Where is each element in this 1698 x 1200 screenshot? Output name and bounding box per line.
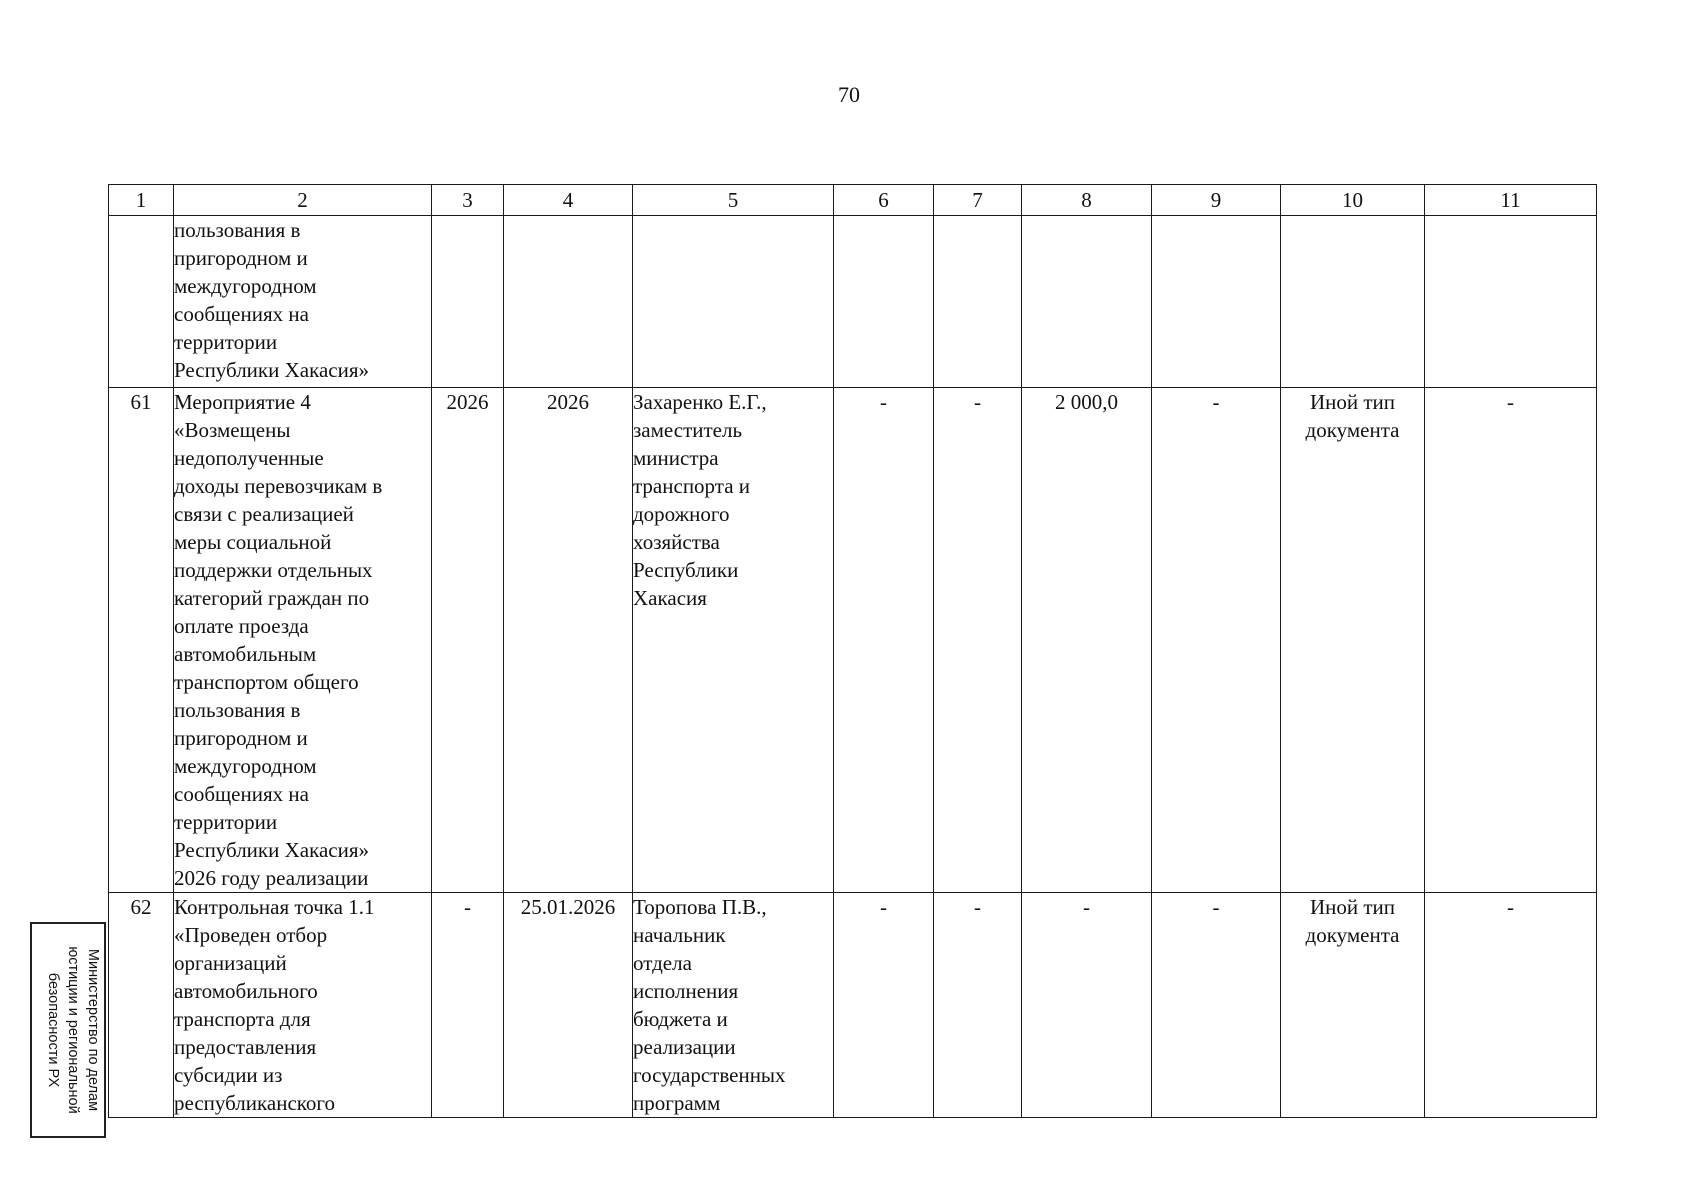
start-year-cell: 2026: [432, 388, 504, 893]
start-year-cell: -: [432, 893, 504, 1118]
registration-stamp: [30, 922, 106, 1138]
column-header-11: 11: [1425, 185, 1597, 216]
column-header-5: 5: [633, 185, 834, 216]
col11-cell: -: [1425, 388, 1597, 893]
table-row: [109, 893, 1597, 1118]
col7-cell: -: [934, 388, 1022, 893]
end-date-cell: 2026: [504, 388, 633, 893]
column-header-3: 3: [432, 185, 504, 216]
col8-cell: [1022, 216, 1152, 388]
row-number: [109, 216, 174, 388]
col7-cell: -: [934, 893, 1022, 1118]
start-year-cell: [432, 216, 504, 388]
col11-cell: -: [1425, 893, 1597, 1118]
col6-cell: -: [834, 893, 934, 1118]
responsible-cell: Захаренко Е.Г., заместитель министра транспорта и дорожного хозяйства Республики Хакасия: [633, 388, 834, 893]
col8-cell: 2 000,0: [1022, 388, 1152, 893]
column-header-1: 1: [109, 185, 174, 216]
col9-cell: -: [1152, 388, 1281, 893]
col8-cell: -: [1022, 893, 1152, 1118]
col9-cell: [1152, 216, 1281, 388]
document-type-cell: Иной тип документа: [1281, 893, 1425, 1118]
column-header-7: 7: [934, 185, 1022, 216]
end-date-cell: [504, 216, 633, 388]
col6-cell: -: [834, 388, 934, 893]
header-row: [109, 185, 1597, 216]
end-date-cell: 25.01.2026: [504, 893, 633, 1118]
row-number: 62: [109, 893, 174, 1118]
responsible-cell: Торопова П.В., начальник отдела исполнения бюджета и реализации государственных программ: [633, 893, 834, 1118]
plan-table: [108, 184, 1597, 1118]
page-number: 70: [838, 82, 860, 107]
responsible-cell: [633, 216, 834, 388]
event-name-cell: Контрольная точка 1.1 «Проведен отбор организаций автомобильного транспорта для предоставления субсидии из республиканского: [174, 893, 432, 1118]
column-header-8: 8: [1022, 185, 1152, 216]
document-type-cell: Иной тип документа: [1281, 388, 1425, 893]
col11-cell: [1425, 216, 1597, 388]
document-type-cell: [1281, 216, 1425, 388]
col6-cell: [834, 216, 934, 388]
table-row: [109, 216, 1597, 388]
col9-cell: -: [1152, 893, 1281, 1118]
table-row: [109, 388, 1597, 893]
column-header-10: 10: [1281, 185, 1425, 216]
column-header-4: 4: [504, 185, 633, 216]
event-name-cell: пользования в пригородном и междугородном сообщениях на территории Республики Хакасия»: [174, 216, 432, 388]
column-header-2: 2: [174, 185, 432, 216]
col7-cell: [934, 216, 1022, 388]
stamp-text: Министерство по делам юстиции и региональной безопасности РХ: [45, 946, 101, 1114]
column-header-6: 6: [834, 185, 934, 216]
column-header-9: 9: [1152, 185, 1281, 216]
event-name-cell: Мероприятие 4 «Возмещены недополученные доходы перевозчикам в связи с реализацией меры социальной поддержки отдельных категорий граждан по оплате проезда автомобильным транспортом общего пользования в пригородном и междугородном сообщениях на территории Республики Хакасия» 2026 году реализации: [174, 388, 432, 893]
row-number: 61: [109, 388, 174, 893]
